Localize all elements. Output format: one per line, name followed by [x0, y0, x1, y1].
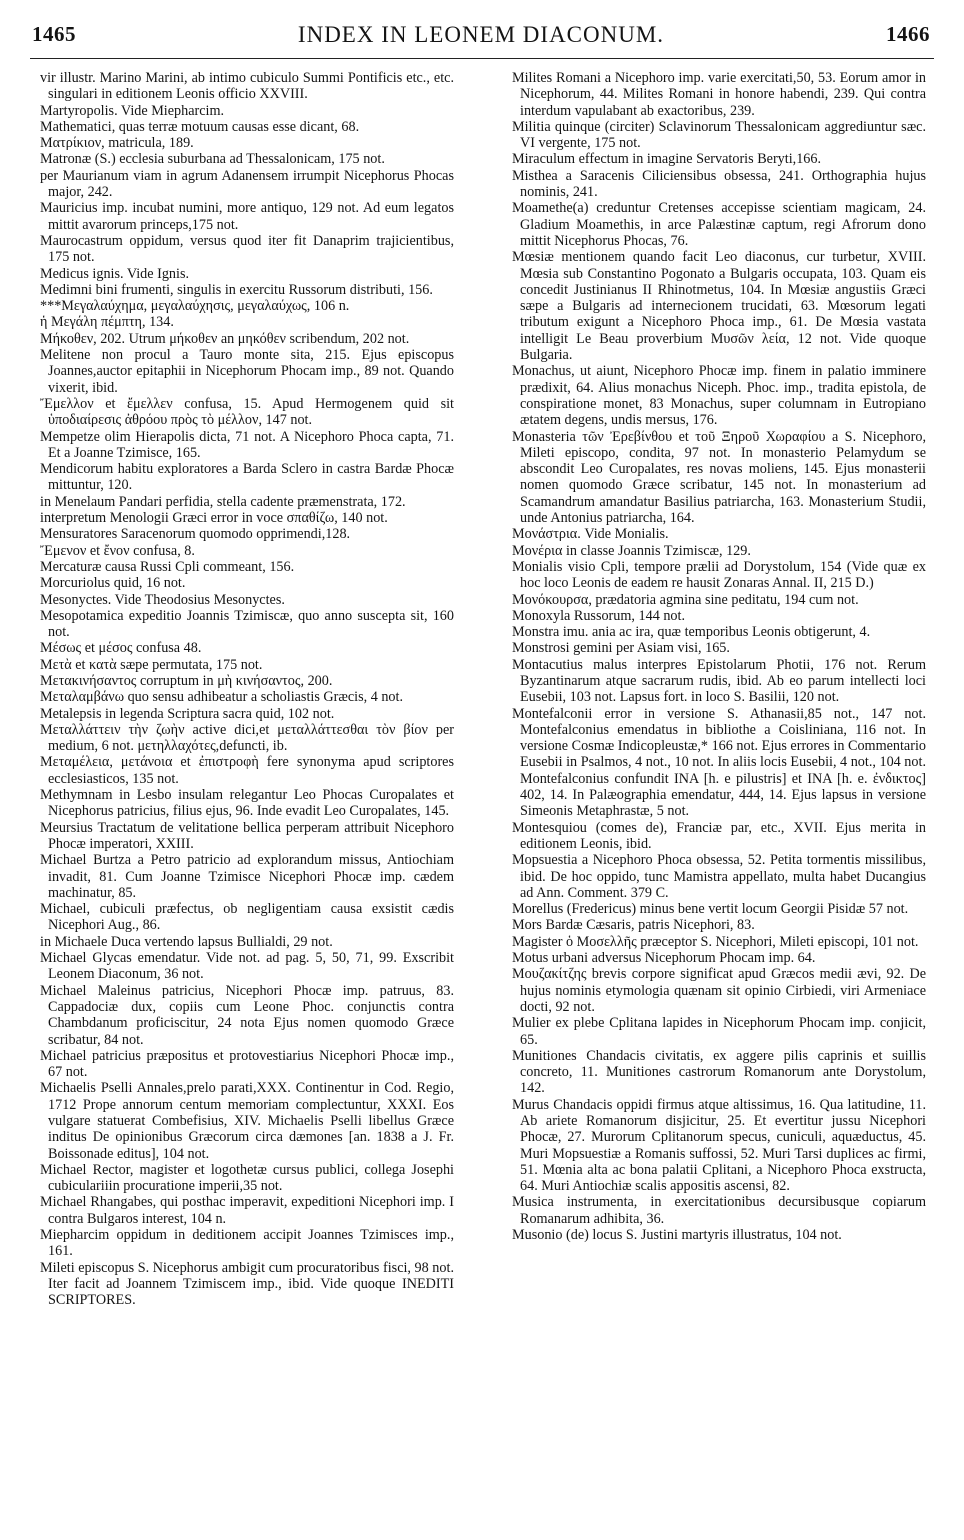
- index-entry: Meursius Tractatum de velitatione bellica perperam attribuit Nicephoro Phocæ imperatori, XXIII.: [40, 819, 454, 852]
- index-entry: Mileti episcopus S. Nicephorus ambigit cum procuratoribus fisci, 98 not. Iter facit ad Joannem Tzimiscem imp., ibid. Vide quoque INEDITI SCRIPTORES.: [40, 1259, 454, 1309]
- index-entry: Musica instrumenta, in exercitationibus decursibusque copiarum Romanarum adhibita, 36.: [512, 1194, 926, 1227]
- index-entry: Musonio (de) locus S. Justini martyris illustratus, 104 not.: [512, 1227, 842, 1244]
- index-entry: Mercaturæ causa Russi Cpli commeant, 156.: [40, 558, 295, 575]
- running-head: [32, 22, 930, 56]
- right-column: [512, 70, 926, 1243]
- index-entry: Miraculum effectum in imagine Servatoris Beryti,166.: [512, 151, 822, 168]
- index-entry: Medimni bini frumenti, singulis in exercitu Russorum distributi, 156.: [40, 281, 433, 298]
- index-entry: Μετακινήσαντος corruptum in μὴ κινήσαντος, 200.: [40, 672, 333, 689]
- index-entry: Misthea a Saracenis Ciliciensibus obsessa, 241. Orthographia hujus nominis, 241.: [512, 167, 926, 201]
- index-entry: Μεταμέλεια, μετάνοια et ἐπιστροφὴ fere synonyma apud scriptores ecclesiasticos, 135 not.: [40, 754, 454, 787]
- index-entry: Methymnam in Lesbo insulam relegantur Leo Phocas Curopalates et Nicephorus patricius, filius ejus, 96. Inde evadit Leo Curopalates, 145.: [40, 787, 454, 820]
- index-entry: in Menelaum Pandari perfidia, stella cadente præmenstrata, 172.: [40, 493, 406, 510]
- index-entry: Μουζακίτζης brevis corpore significat apud Græcos medii ævi, 92. De hujus nominis etymologia quænam sit opinio Cirbiedi, viri Armeniace docti, 92 not.: [512, 966, 926, 1015]
- index-entry: Monstra imu. ania ac ira, quæ temporibus Leonis obtigerunt, 4.: [512, 624, 871, 641]
- index-entry: Mempetze olim Hierapolis dicta, 71 not. A Nicephoro Phoca capta, 71. Et a Joanne Tzimisce, 165.: [40, 428, 454, 461]
- page-number-right: 1466: [886, 22, 930, 46]
- index-entry: Motus urbani adversus Nicephorum Phocam imp. 64.: [512, 950, 816, 967]
- index-entry: ἡ Μεγάλη πέμπτη, 134.: [40, 314, 174, 331]
- index-entry: Mauricius imp. incubat numini, more antiquo, 129 not. Ad eum legatos mittit avarorum princeps,175 not.: [40, 200, 454, 233]
- index-entry: Mesopotamica expeditio Joannis Tzimiscæ, quo anno suscepta sit, 160 not.: [40, 607, 454, 641]
- index-entry: in Michaele Duca vertendo lapsus Bullialdi, 29 not.: [40, 933, 333, 950]
- index-entry: vir illustr. Marino Marini, ab intimo cubiculo Summi Pontificis etc., etc. singulari in editionem Leonis officio XXVIII.: [40, 70, 454, 103]
- index-entry: Monachus, ut aiunt, Nicephoro Phocæ imp. finem in palatio imminere prædixit, 64. Alius monachus Niceph. Phoc. imp., tradita epistola, de conspiratione monet, 83 Monachus, super columnam in Eutropiano ætatem degens, undis mersus, 176.: [512, 363, 926, 429]
- index-entry: Ματρίκιον, matricula, 189.: [40, 135, 194, 152]
- index-entry: Metalepsis in legenda Scriptura sacra quid, 102 not.: [40, 705, 335, 722]
- left-column: [40, 70, 454, 1309]
- index-entry: Μονάστρια. Vide Monialis.: [512, 526, 669, 543]
- index-entry: Monialis visio Cpli, tempore prælii ad Dorystolum, 154 (Vide quæ ex hoc loco Leonis de eadem re hausit Zonaras Annal. II, 215 D.): [512, 558, 926, 592]
- index-entry: Mesonyctes. Vide Theodosius Mesonyctes.: [40, 591, 285, 608]
- index-entry: Mulier ex plebe Cplitana lapides in Nicephorum Phocam imp. conjicit, 65.: [512, 1015, 926, 1048]
- index-entry: Matronæ (S.) ecclesia suburbana ad Thessalonicam, 175 not.: [40, 151, 385, 168]
- index-entry: Μονέρια in classe Joannis Tzimiscæ, 129.: [512, 542, 751, 559]
- index-entry: Ἔμελλον et ἔμελλεν confusa, 15. Apud Hermogenem quid sit ὑποδιαίρεσις ἀθρόου πρὸς τὸ μέλλον, 147 not.: [40, 395, 454, 429]
- index-entry: Medicus ignis. Vide Ignis.: [40, 265, 190, 282]
- index-entry: Μεταλλάττειν τὴν ζωὴν active dici,et μεταλλάττεσθαι τὸν βίον per medium, 6 not. μετηλλαχότες,defuncti, ib.: [40, 721, 454, 755]
- page-title: INDEX IN LEONEM DIACONUM.: [297, 22, 665, 47]
- index-entry: ***Μεγαλαύχημα, μεγαλαύχησις, μεγαλαύχως, 106 n.: [40, 298, 350, 315]
- index-entry: Murus Chandacis oppidi firmus atque altissimus, 16. Qua latitudine, 11. Ab ariete Romanorum disjicitur, 25. Et evertitur jussu Nicephori Phocæ, 27. Murorum Cplitanorum specus, cuniculi, aquæductus, 45. Muri Mopsuestiæ a Romanis suffossi, 52. Muri Tarsi duplices ac firmi, 51. Mœnia alta ac bona palatii Cplitani, a Nicephoro Phoca exstructa, 64. Muri Antiochiæ scalis appositis ascensi, 82.: [512, 1096, 926, 1195]
- index-entry: Μονόκουρσα, prædatoria agmina sine peditatu, 194 cum not.: [512, 591, 859, 608]
- index-entry: Milites Romani a Nicephoro imp. varie exercitati,50, 53. Eorum amor in Nicephorum, 44. Milites Romani in honore habendi, 239. Qui contra interdum vapulabant ab exactoribus, 239.: [512, 70, 926, 119]
- index-entry: Mathematici, quas terræ motuum causas esse dicant, 68.: [40, 118, 360, 135]
- index-entry: Militia quinque (circiter) Sclavinorum Thessalonicam aggrediuntur sæc. VI vergente, 175 not.: [512, 118, 926, 152]
- index-entry: Μήκοθεν, 202. Utrum μήκοθεν an μηκόθεν scribendum, 202 not.: [40, 330, 410, 347]
- index-entry: per Maurianum viam in agrum Adanensem irrumpit Nicephorus Phocas major, 242.: [40, 167, 454, 201]
- index-entry: Μέσως et μέσος confusa 48.: [40, 640, 202, 657]
- index-entry: Michael, cubiculi præfectus, ob negligentiam causa exsistit cædis Nicephori Aug., 86.: [40, 901, 454, 934]
- index-entry: Michael Rector, magister et logothetæ cursus publici, collega Josephi cubiculariiin procuratione imperii,35 not.: [40, 1161, 454, 1195]
- index-entry: Mors Bardæ Cæsaris, patris Nicephori, 83.: [512, 917, 755, 934]
- index-entry: Ἔμενον et ἔνον confusa, 8.: [40, 542, 195, 559]
- index-entry: Montesquiou (comes de), Franciæ par, etc., XVII. Ejus merita in editionem Leonis, ibid.: [512, 819, 926, 852]
- index-entry: Magister ὁ Μοσελλῆς præceptor S. Nicephori, Mileti episcopi, 101 not.: [512, 933, 919, 950]
- index-entry: Michael Burtza a Petro patricio ad explorandum missus, Antiochiam invadit, 81. Cum Joanne Tzimisce Nicephori Phocæ imp. cædem machinatur, 85.: [40, 852, 454, 901]
- index-entry: Mopsuestia a Nicephoro Phoca obsessa, 52. Petita tormentis missilibus, ibid. De hoc oppido, tunc Mamistra appellato, multa habet Ducangius ad Ann. Comment. 379 C.: [512, 852, 926, 901]
- index-entry: Morcuriolus quid, 16 not.: [40, 575, 186, 592]
- index-entry: Michael Rhangabes, qui posthac imperavit, expeditioni Nicephori imp. I contra Bulgaros interest, 104 n.: [40, 1194, 454, 1227]
- index-entry: Munitiones Chandacis civitatis, ex aggere pilis caprinis et suillis concreto, 11. Munitiones castrorum Romanorum ante Dorystolum, 142.: [512, 1047, 926, 1097]
- index-entry: Montacutius malus interpres Epistolarum Photii, 176 not. Rerum Byzantinarum atque sacrarum rudis, ibid. Ab eo parum intellecti loci Eusebii, 103 not. Lapsus fort. in loco S. Basilii, 120 not.: [512, 656, 926, 706]
- index-entry: Μετὰ et κατὰ sæpe permutata, 175 not.: [40, 656, 263, 673]
- index-entry: Michael Glycas emendatur. Vide not. ad pag. 5, 50, 71, 99. Exscribit Leonem Diaconum, 36 not.: [40, 950, 454, 983]
- index-entry: Monasteria τῶν Ἐρεβίνθου et τοῦ Ξηροῦ Χωραφίου a S. Nicephoro, Mileti episcopo, condita, 97 not. In monasterio Pelamydum se abscondit Leo Curopalates, res novas moliens, 145. Ejus monasterii nomen quomodo Græce scribatur, 145 not. In monasterium ad Scamandrum amandatur Basilius patriarcha, 163. Monasterium Studii, unde Antonius patriarcha, 164.: [512, 428, 926, 527]
- index-entry: Michael Maleinus patricius, Nicephori Phocæ imp. patruus, 83. Cappadociæ dux, copiis cum Leone Phoc. conjunctis contra Chambdanum proficiscitur, 24 nota Ejus nomen quomodo Græce scribatur, 84 not.: [40, 982, 454, 1048]
- index-entry: Μεταλαμβάνω quo sensu adhibeatur a scholiastis Græcis, 4 not.: [40, 689, 404, 706]
- page-number-left: 1465: [32, 22, 76, 46]
- index-entry: Moamethe(a) creduntur Cretenses accepisse scientiam magicam, 24. Gladium Moamethis, in arce Palæstinæ captum, regi Afrorum dono mittit Nicephorus Phocas, 76.: [512, 200, 926, 249]
- index-entry: Michael patricius præpositus et protovestiarius Nicephori Phocæ imp., 67 not.: [40, 1047, 454, 1081]
- index-entry: Monstrosi gemini per Asiam visi, 165.: [512, 640, 730, 657]
- index-entry: Martyropolis. Vide Miepharcim.: [40, 102, 225, 119]
- index-entry: Mœsiæ mentionem quando facit Leo diaconus, cur turbetur, XVIII. Mœsia sub Constantino Pogonato a Bulgaris occupata, 103. Quam eis concedit Justinianus II Rhinotmetus, 104. In Mœsiæ angustiis Græci sæpe a Bulgaris ad internecionem trucidati, 63. Mœsorum legati tributum exigunt a Nicephoro Phoca imp., 61. De Mœsia vastata intelligit Le Beau proverbium Μυσῶν λεία, 12 not. Vide quoque Bulgaria.: [512, 249, 926, 364]
- index-entry: Maurocastrum oppidum, versus quod iter fit Danaprim trajicientibus, 175 not.: [40, 232, 454, 266]
- index-entry: Mensuratores Saracenorum quomodo opprimendi,128.: [40, 526, 351, 543]
- index-entry: Mendicorum habitu exploratores a Barda Sclero in castra Bardæ Phocæ mittuntur, 120.: [40, 461, 454, 494]
- index-entry: interpretum Menologii Græci error in voce σπαθίζω, 140 not.: [40, 510, 388, 527]
- index-entry: Michaelis Pselli Annales,prelo parati,XXX. Continentur in Cod. Regio, 1712 Prope annorum centum memoriam complectuntur, XXXI. Eos vulgare statuerat Combefisius, XIV. Michaelis Pselli libellus Græce inditus De opinionibus Græcorum circa dæmones [an. 1838 a J. Fr. Boissonade editus], 104 not.: [40, 1080, 454, 1162]
- index-entry: Morellus (Fredericus) minus bene vertit locum Georgii Pisidæ 57 not.: [512, 901, 909, 918]
- index-entry: Miepharcim oppidum in deditionem accipit Joannes Tzimisces imp., 161.: [40, 1227, 454, 1260]
- index-entry: Montefalconii error in versione S. Athanasii,85 not., 147 not. Montefalconius emendatus in bibliothe a Coisliniana, 116 not. In versione Cosmæ Indicopleustæ,* 166 not. Ejus errores in Commentario Eusebii in Psalmos, 4 not., 10 not. In aliis locis Eusebii, 4 not., 104 not. Montefalconius confundit ΙΝΑ [h. e pilustris] et ΙΝΑ [h. e. ἐνδικτος] 402, 14. In Palæographia emendatur, 444, 14. Ejus lapsus in versione Simeonis Metaphrastæ, 5 not.: [512, 705, 926, 820]
- header-rule: [30, 58, 934, 59]
- index-entry: Monoxyla Russorum, 144 not.: [512, 607, 686, 624]
- index-entry: Melitene non procul a Tauro monte sita, 215. Ejus episcopus Joannes,auctor epitaphii in Nicephorum Phocam imp., 89 not. Quando vixerit, ibid.: [40, 347, 454, 396]
